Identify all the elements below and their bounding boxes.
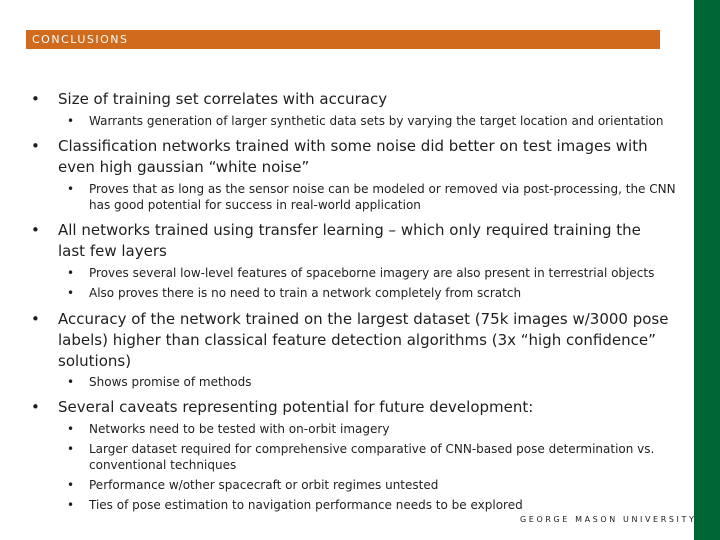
sub-bullet-marker: •	[67, 375, 75, 389]
sub-bullet-marker: •	[67, 182, 75, 196]
sub-bullet-text: Networks need to be tested with on-orbit imagery	[89, 422, 390, 436]
bullet-text: All networks trained using transfer learning – which only required training the	[58, 221, 641, 239]
bullet-marker: •	[31, 310, 40, 328]
sub-bullet-marker: •	[67, 422, 75, 436]
bullet-marker: •	[31, 90, 40, 108]
sub-bullet-marker: •	[67, 286, 75, 300]
bullet-marker: •	[31, 398, 40, 416]
university-footer: GEORGE MASON UNIVERSITY	[520, 515, 697, 524]
sub-bullet-text: Also proves there is no need to train a network completely from scratch	[89, 286, 522, 300]
bullet-text: Several caveats representing potential for future development:	[58, 398, 534, 416]
bullet-text: Size of training set correlates with accuracy	[58, 90, 388, 108]
bullet-text: Accuracy of the network trained on the largest dataset (75k images w/3000 pose	[58, 310, 669, 328]
sub-bullet-marker: •	[67, 498, 75, 512]
bullet-marker: •	[31, 137, 40, 155]
section-title: CONCLUSIONS	[32, 33, 129, 46]
bullet-text: Classification networks trained with some noise did better on test images with	[58, 137, 648, 155]
sub-bullet-text: Larger dataset required for comprehensive comparative of CNN-based pose determination vs.	[89, 442, 655, 456]
bullet-marker: •	[31, 221, 40, 239]
sub-bullet-marker: •	[67, 478, 75, 492]
sub-bullet-marker: •	[67, 114, 75, 128]
sub-bullet-marker: •	[67, 442, 75, 456]
side-accent-strip	[694, 0, 720, 540]
sub-bullet-marker: •	[67, 266, 75, 280]
sub-bullet-text: Ties of pose estimation to navigation performance needs to be explored	[89, 498, 523, 512]
section-header-bar	[26, 30, 660, 49]
sub-bullet-text: Warrants generation of larger synthetic data sets by varying the target location and orientation	[89, 114, 664, 128]
sub-bullet-text: Performance w/other spacecraft or orbit regimes untested	[89, 478, 439, 492]
sub-bullet-text: Proves several low-level features of spaceborne imagery are also present in terrestrial objects	[89, 266, 655, 280]
sub-bullet-text: Shows promise of methods	[89, 375, 252, 389]
sub-bullet-text: Proves that as long as the sensor noise can be modeled or removed via post-processing, the CNN	[89, 182, 676, 196]
